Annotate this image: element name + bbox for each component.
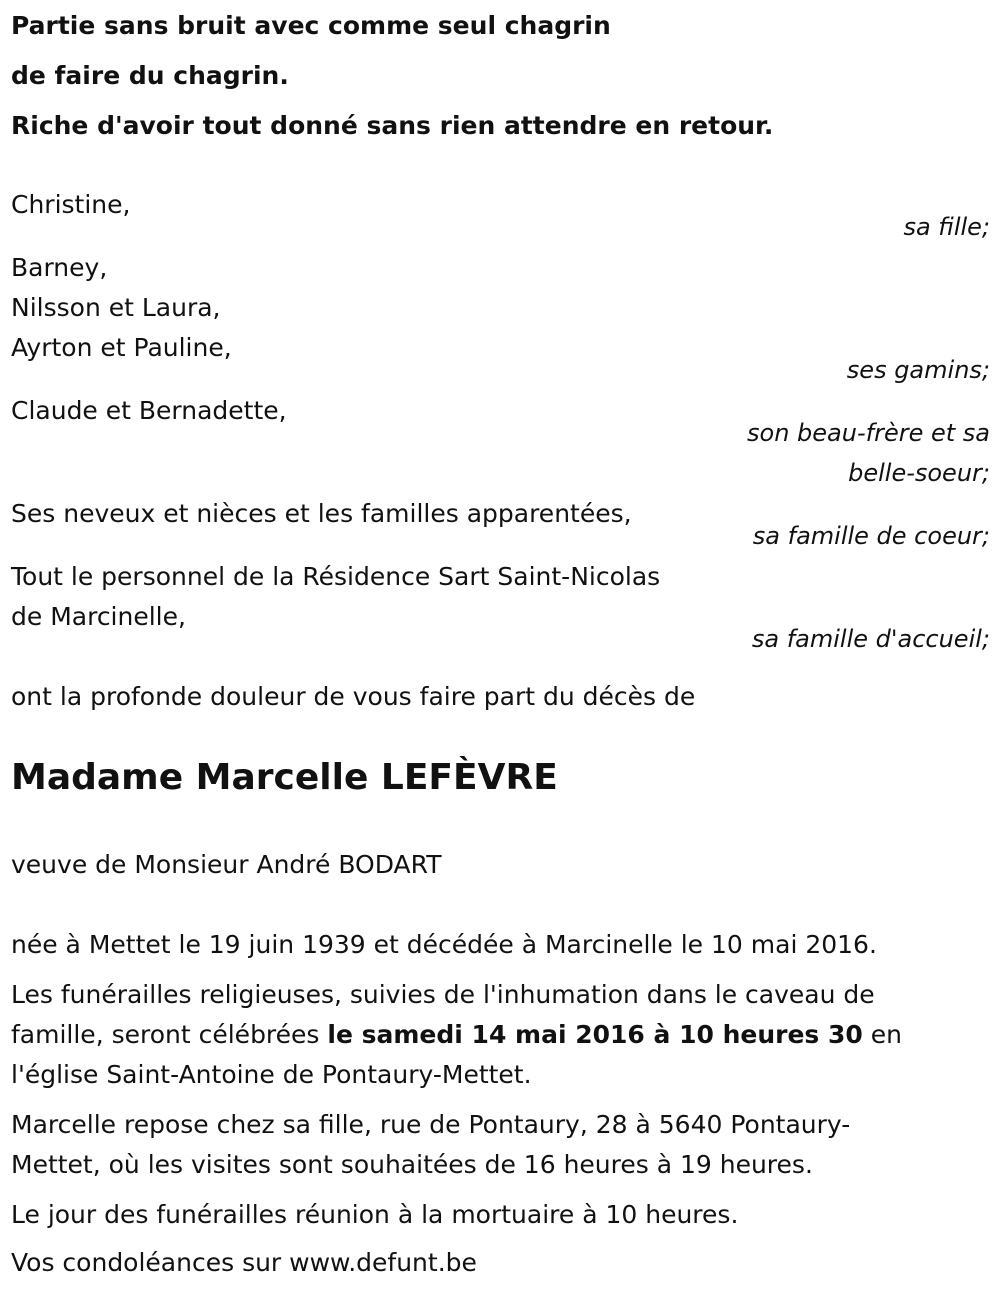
grandkid-1: Barney, xyxy=(11,253,108,282)
funeral-line-3: l'église Saint-Antoine de Pontaury-Mettet. xyxy=(11,1060,532,1089)
grandkids-role: ses gamins; xyxy=(846,356,990,384)
announcement: ont la profonde douleur de vous faire part du décès de xyxy=(11,682,696,711)
nephews-role: sa famille de coeur; xyxy=(752,522,990,550)
funeral-line-2-end: en xyxy=(862,1020,902,1049)
inlaws-role-line-2: belle-soeur; xyxy=(848,459,990,487)
rest-line-2: Mettet, où les visites sont souhaitées de 16 heures à 19 heures. xyxy=(11,1150,813,1179)
verse-line-3: Riche d'avoir tout donné sans rien attendre en retour. xyxy=(11,111,774,140)
verse-line-1: Partie sans bruit avec comme seul chagrin xyxy=(11,11,611,40)
staff-role: sa famille d'accueil; xyxy=(751,625,990,653)
birth-death: née à Mettet le 19 juin 1939 et décédée à Marcinelle le 10 mai 2016. xyxy=(11,930,877,959)
funeral-line-2-start: famille, seront célébrées xyxy=(11,1020,328,1049)
funeral-line-2 xyxy=(11,1022,902,1047)
inlaws-role-line-1: son beau-frère et sa xyxy=(747,419,990,447)
rest-line-1: Marcelle repose chez sa fille, rue de Pontaury, 28 à 5640 Pontaury- xyxy=(11,1110,851,1139)
daughter-name: Christine, xyxy=(11,190,131,219)
inlaws-name: Claude et Bernadette, xyxy=(11,396,287,425)
staff-line-2: de Marcinelle, xyxy=(11,602,186,631)
nephews-name: Ses neveux et nièces et les familles apparentées, xyxy=(11,499,632,528)
staff-line-1: Tout le personnel de la Résidence Sart Saint-Nicolas xyxy=(11,562,661,591)
widow-of: veuve de Monsieur André BODART xyxy=(11,850,442,879)
grandkid-2: Nilsson et Laura, xyxy=(11,293,221,322)
verse-line-2: de faire du chagrin. xyxy=(11,61,289,90)
daughter-role: sa fille; xyxy=(903,213,990,241)
condolences: Vos condoléances sur www.defunt.be xyxy=(11,1248,477,1277)
funeral-date: le samedi 14 mai 2016 à 10 heures 30 xyxy=(327,1020,863,1049)
grandkid-3: Ayrton et Pauline, xyxy=(11,333,232,362)
funeral-line-1: Les funérailles religieuses, suivies de l'inhumation dans le caveau de xyxy=(11,980,875,1009)
meeting-info: Le jour des funérailles réunion à la mortuaire à 10 heures. xyxy=(11,1200,739,1229)
deceased-name: Madame Marcelle LEFÈVRE xyxy=(11,757,558,798)
